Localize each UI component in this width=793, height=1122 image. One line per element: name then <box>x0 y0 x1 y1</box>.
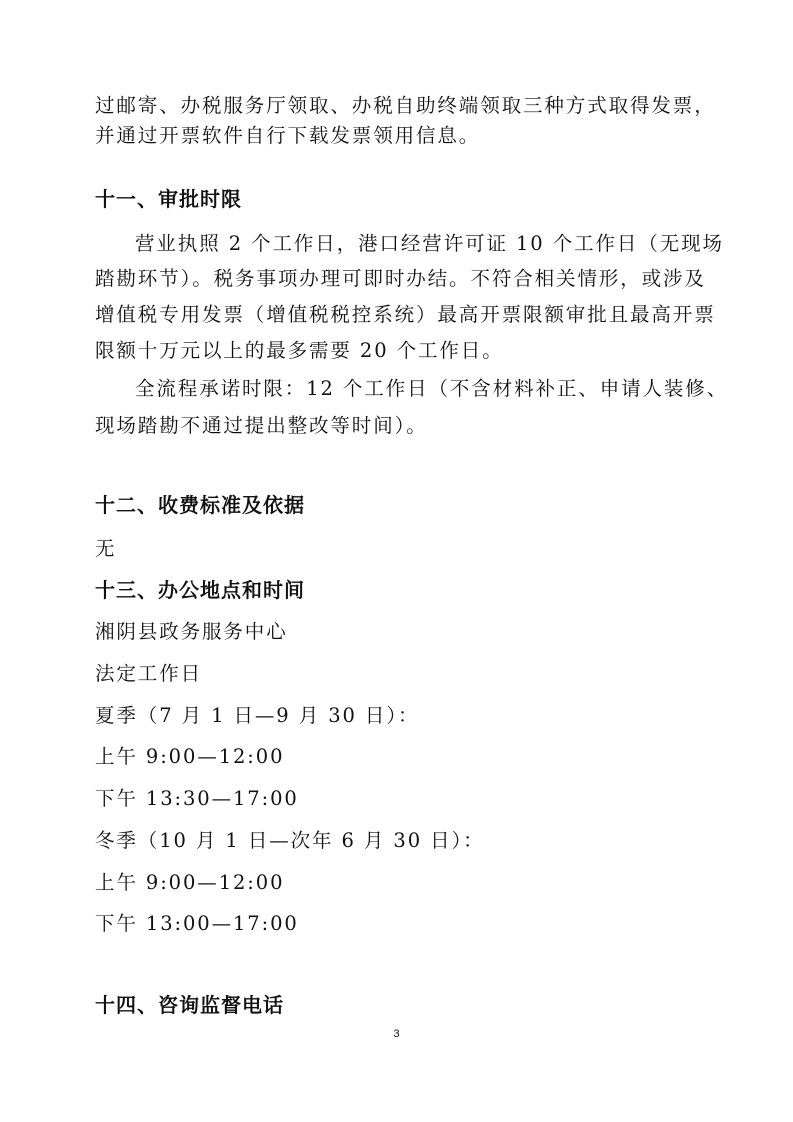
summer-morning-hours: 上午 9:00—12:00 <box>95 745 285 768</box>
section-12-heading: 十二、收费标准及依据 <box>95 493 305 517</box>
winter-afternoon-hours: 下午 13:00—17:00 <box>95 912 299 935</box>
section-11-heading: 十一、审批时限 <box>95 187 242 211</box>
office-location: 湘阴县政务服务中心 <box>95 620 288 643</box>
section-11-para2-line-2: 现场踏勘不通过提出整改等时间）。 <box>95 414 428 437</box>
intro-line-1: 过邮寄、办税服务厅领取、办税自助终端领取三种方式取得发票， <box>95 94 716 117</box>
section-11-para1-line-1: 营业执照 2 个工作日，港口经营许可证 10 个工作日（无现场 <box>135 232 724 255</box>
workday-label: 法定工作日 <box>95 662 203 685</box>
intro-line-2: 并通过开票软件自行下载发票领用信息。 <box>95 124 481 147</box>
summer-afternoon-hours: 下午 13:30—17:00 <box>95 787 299 810</box>
section-11-para1-line-4: 限额十万元以上的最多需要 20 个工作日。 <box>95 339 504 362</box>
page-number: 3 <box>393 1028 400 1040</box>
section-13-heading: 十三、办公地点和时间 <box>95 578 305 602</box>
section-14-heading: 十四、咨询监督电话 <box>95 993 284 1017</box>
summer-schedule-label: 夏季（7 月 1 日—9 月 30 日）： <box>95 704 420 727</box>
section-11-para1-line-2: 踏勘环节）。税务事项办理可即时办结。不符合相关情形，或涉及 <box>95 267 706 290</box>
section-11-para1-line-3: 增值税专用发票（增值税税控系统）最高开票限额审批且最高开票 <box>95 303 716 326</box>
winter-morning-hours: 上午 9:00—12:00 <box>95 871 285 894</box>
section-11-para2-line-1: 全流程承诺时限：12 个工作日（不含材料补正、申请人装修、 <box>135 377 729 400</box>
winter-schedule-label: 冬季（10 月 1 日—次年 6 月 30 日）： <box>95 829 485 852</box>
section-12-content: 无 <box>95 537 117 560</box>
